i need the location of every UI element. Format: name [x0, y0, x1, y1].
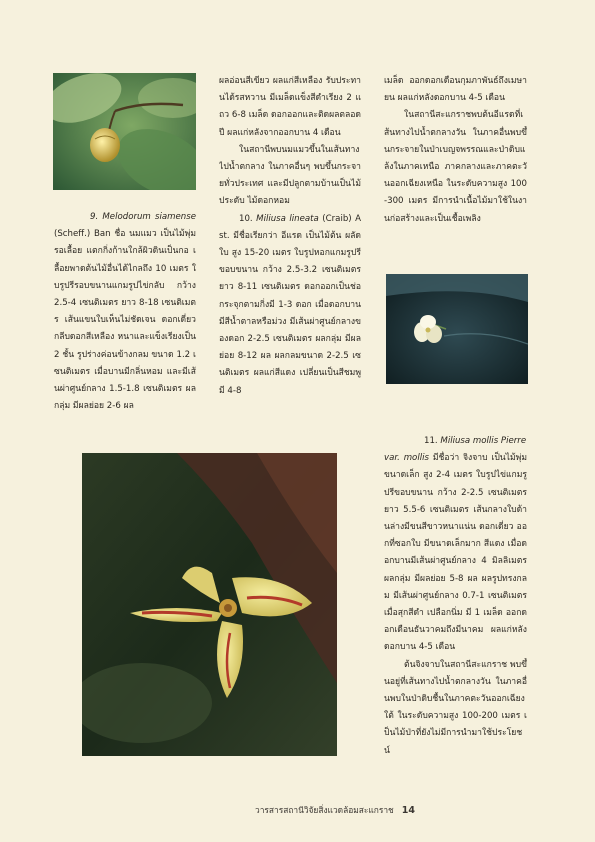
species-10-paragraph — [219, 211, 361, 400]
column-2 — [219, 73, 361, 408]
species-11-author: Pierre — [498, 436, 527, 446]
photo-miliusa-mollis — [386, 274, 528, 384]
column-3-top — [384, 73, 527, 273]
page-footer — [255, 803, 415, 817]
species-11-number: 11. — [424, 436, 441, 446]
species-11-description-block — [384, 450, 527, 656]
species-10-scientific-name: Miliusa lineata — [256, 213, 319, 224]
col3-paragraph-4: ต้นจิงจาบในสถานีสะแกราช พบขึ้นอยู่ที่เส้นทางไปน้ำตกลางวัน ในภาคอื่นพบในป่าดิบชื้นในภาคตะวันออกเฉียงใต้ ในระดับความสูง 100-200 เมตร เป็นไม้ป่าที่ยังไม่มีการนำมาใช้ประโยชน์ — [384, 659, 527, 756]
species-11-variety: var. mollis — [384, 453, 429, 464]
column-3-bottom — [384, 433, 527, 777]
photo-miliusa-lineata — [82, 453, 337, 756]
species-11-scientific-name: Miliusa mollis — [440, 436, 499, 446]
col2-paragraph-1: ผลอ่อนสีเขียว ผลแก่สีเหลือง รับประทานได้รสหวาน มีเมล็ดแข็งสีดำเรียง 2 แถว 6-8 เมล็ด ดอกออกและติดผลตลอดปี ผลแก่หลังจากออกบาน 4 เดือน — [219, 76, 361, 138]
page-number: 14 — [401, 804, 415, 816]
journal-title: วารสารสถานีวิจัยสิ่งแวดล้อมสะแกราช — [255, 805, 394, 815]
col3-paragraph-1: เมล็ด ออกดอกเดือนกุมภาพันธ์ถึงเมษายน ผลแก่หลังดอกบาน 4-5 เดือน — [384, 76, 527, 104]
photo-melodorum-siamense — [53, 73, 196, 190]
species-10-number: 10. — [239, 213, 257, 224]
species-9-scientific-name: 9. Melodorum siamense — [90, 212, 196, 222]
species-11-description: มีชื่อว่า จิงจาบ เป็นไม้พุ่มขนาดเล็ก สูง 2-4 เมตร ใบรูปไข่แกมรูปรีขอบขนาน กว้าง 2-2.5 เซนติเมตร ยาว 5.5-6 เซนติเมตร เส้นกลางใบด้านล่างมีขนสีขาวหนาแน่น ดอกเดี่ยว ออกที่ซอกใบ มีขนาดเล็กมาก สีแดง เมื่อดอกบานมีเส้นผ่าศูนย์กลาง 4 มิลลิเมตร ผลกลุ่ม มีผลย่อย 5-8 ผล ผลรูปทรงกลม มีเส้นผ่าศูนย์กลาง 0.7-1 เซนติเมตร เมื่อสุกสีดำ เปลือกนิ่ม มี 1 เมล็ด ออกดอกเดือนธันวาคมถึงมีนาคม ผลแก่หลังดอกบาน 4-5 เดือน — [384, 453, 527, 653]
species-9-paragraph — [54, 209, 196, 415]
species-10-description: (Craib) Ast. มีชื่อเรียกว่า อีแรด เป็นไม้ต้น ผลัดใบ สูง 15-20 เมตร ใบรูปหอกแกมรูปรีขอบขนาน กว้าง 2.5-3.2 เซนติเมตร ยาว 8-11 เซนติเมตร ดอกออกเป็นช่อกระจุกตามกิ่งมี 1-3 ดอก เมื่อดอกบานมีสีน้ำตาลหรือม่วง มีเส้นผ่าศูนย์กลางของดอก 2-2.5 เซนติเมตร ผลกลุ่ม มีผลย่อย 8-12 ผล ผลกลมขนาด 2-2.5 เซนติเมตร ผลแก่สีแดง เปลี่ยนเป็นสีชมพู มี 4-8 — [219, 213, 361, 396]
col3-paragraph-2: ในสถานีสะแกราชพบต้นอีแรดที่เส้นทางไปน้ำตกลางวัน ในภาคอื่นพบขึ้นกระจายในป่าเบญจพรรณและป่าดิบแล้งในภาคเหนือ ภาคกลางและภาคตะวันออกเฉียงเหนือ ในระดับความสูง 100-300 เมตร มีการนำเนื้อไม้มาใช้ในงานก่อสร้างและเป็นเชื้อเพลิง — [384, 110, 527, 224]
species-11-paragraph — [384, 433, 527, 450]
species-9-description: (Scheff.) Ban ชื่อ นมแมว เป็นไม้พุ่มรอเลื้อย แตกกิ่งก้านใกล้ผิวดินเป็นกอ เลื้อยพาดต้นไม้อื่นได้ไกลถึง 10 เมตร ใบรูปรีรอบขนานแกมรูปไข่กลับ กว้าง 2.5-4 เซนติเมตร ยาว 8-18 เซนติเมตร เส้นแขนใบเห็นไม่ชัดเจน ดอกเดี่ยว กลีบดอกสีเหลือง หนาและแข็งเรียงเป็น 2 ชั้น รูปร่างค่อนข้างกลม ขนาด 1.2 เซนติเมตร เมื่อบานมีกลิ่นหอม และมีเส้นผ่าศูนย์กลาง 1.5-1.8 เซนติเมตร ผลกลุ่ม มีผลย่อย 2-6 ผล — [54, 229, 196, 412]
column-1 — [54, 209, 196, 444]
col2-paragraph-2: ในสถานีพบนมแมวขึ้นในเส้นทางไปน้ำตกลาง ในภาคอื่นๆ พบขึ้นกระจายทั่วประเทศ และมีปลูกตามบ้านเป็นไม้ประดับ ไม้ดอกหอม — [219, 144, 361, 207]
